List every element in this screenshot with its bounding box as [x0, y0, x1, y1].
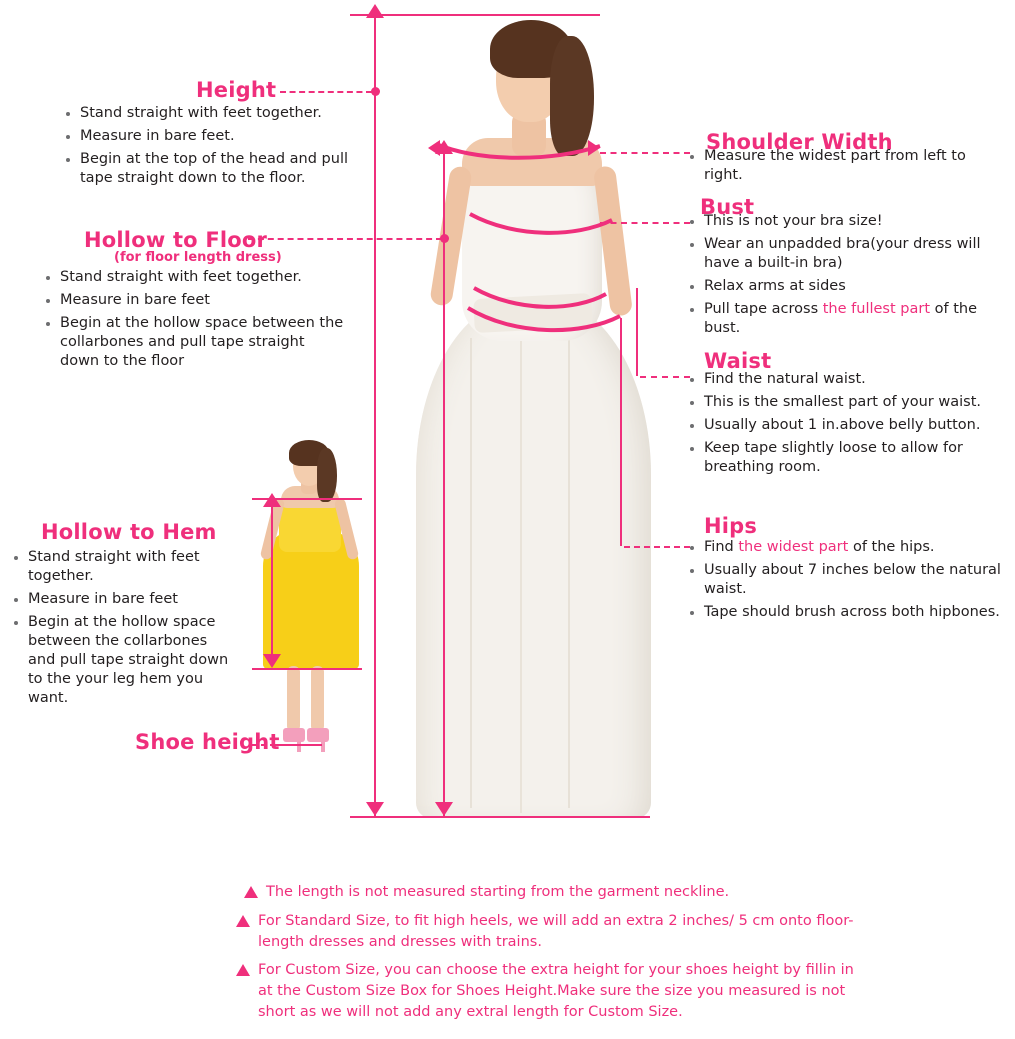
- hollow-to-hem-bullets: [12, 548, 237, 712]
- hips-highlight-text: the widest part: [738, 539, 849, 555]
- height-top-line: [350, 14, 600, 16]
- waist-dashed-connector: [640, 376, 690, 378]
- list-item: Begin at the hollow space between the collarbones and pull tape straight down to the your leg hem you want.: [12, 613, 237, 708]
- hips-pre-text: Find: [704, 539, 739, 555]
- bust-title: Bust: [700, 195, 755, 219]
- footer-note-text: For Standard Size, to fit high heels, we will add an extra 2 inches/ 5 cm onto floor-length dresses and dresses with trains.: [258, 913, 854, 950]
- warning-triangle-icon: [244, 886, 258, 898]
- hollow-to-floor-title: Hollow to Floor: [84, 228, 268, 252]
- footer-note-3: [236, 960, 856, 1023]
- hollow-to-hem-title: Hollow to Hem: [41, 520, 217, 544]
- list-item-bust-fullest: [688, 300, 1008, 338]
- list-item: Usually about 7 inches below the natural waist.: [688, 561, 1008, 599]
- height-bullets: [64, 104, 364, 192]
- height-axis-dot: [371, 87, 380, 96]
- hips-connector-vline: [620, 318, 622, 546]
- list-item: Measure in bare feet: [44, 291, 344, 310]
- list-item: Stand straight with feet together.: [64, 104, 364, 123]
- list-item-hips-widest: [688, 538, 1008, 557]
- list-item: This is not your bra size!: [688, 212, 1008, 231]
- footer-note-1: [244, 882, 964, 903]
- list-item: Usually about 1 in.above belly button.: [688, 416, 1008, 435]
- waist-bullets: [688, 370, 1008, 481]
- hips-dashed-connector: [624, 546, 690, 548]
- list-item: Keep tape slightly loose to allow for breathing room.: [688, 439, 1008, 477]
- bust-curve: [466, 208, 616, 242]
- hips-post-text: of the hips.: [848, 539, 935, 555]
- gown-skirt: [416, 298, 651, 818]
- shoulder-width-bullets: [688, 147, 1008, 189]
- shoulder-arrow-left: [428, 140, 440, 156]
- bust-bullets: [688, 212, 1008, 342]
- gown-pleat: [568, 338, 570, 808]
- shoulder-dashed-connector: [600, 152, 690, 154]
- floor-line: [350, 816, 650, 818]
- bust-dashed-connector: [600, 222, 690, 224]
- footer-note-text: The length is not measured starting from the garment neckline.: [266, 884, 730, 900]
- waist-title: Waist: [704, 349, 772, 373]
- hips-curve: [464, 302, 624, 340]
- short-model-leg-right: [311, 666, 324, 732]
- list-item: Measure in bare feet: [12, 590, 237, 609]
- hollow-to-floor-subtitle: (for floor length dress): [114, 250, 282, 265]
- list-item: Tape should brush across both hipbones.: [688, 603, 1008, 622]
- hips-title: Hips: [704, 514, 758, 538]
- shoe-left: [283, 728, 305, 742]
- hips-bullets: [688, 538, 1008, 626]
- list-item: Stand straight with feet together.: [44, 268, 344, 287]
- list-item: Wear an unpadded bra(your dress will have a built-in bra): [688, 235, 1008, 273]
- gown-pleat: [470, 338, 472, 808]
- height-arrow-down: [366, 802, 384, 816]
- short-model-leg-left: [287, 666, 300, 732]
- list-item: Find the natural waist.: [688, 370, 1008, 389]
- bust-post-text: of the bust.: [704, 301, 978, 336]
- height-arrow-up: [366, 4, 384, 18]
- hollow-to-hem-arrow-down: [263, 654, 281, 668]
- height-axis: [374, 14, 376, 816]
- hollow-to-hem-bottom-line: [252, 668, 362, 670]
- height-dashed-connector: [280, 91, 372, 93]
- hollow-to-floor-bullets: [44, 268, 344, 375]
- list-item: Measure in bare feet.: [64, 127, 364, 146]
- hollow-to-floor-dashed-connector: [248, 238, 442, 240]
- waist-connector-vline: [636, 288, 638, 376]
- shoulder-arrow-right: [588, 140, 600, 156]
- bust-highlight-text: the fullest part: [822, 301, 931, 317]
- shoulder-width-curve: [430, 136, 610, 166]
- list-item: Stand straight with feet together.: [12, 548, 237, 586]
- hollow-to-floor-axis: [443, 150, 445, 816]
- short-model-illustration: [245, 440, 375, 770]
- bust-pre-text: Pull tape across: [704, 301, 823, 317]
- footer-note-2: [236, 911, 856, 953]
- short-model-hair-side: [317, 448, 337, 502]
- list-item: This is the smallest part of your waist.: [688, 393, 1008, 412]
- warning-triangle-icon: [236, 915, 250, 927]
- list-item: Begin at the top of the head and pull tape straight down to the floor.: [64, 150, 364, 188]
- list-item: Relax arms at sides: [688, 277, 1008, 296]
- hollow-to-hem-arrow-up: [263, 493, 281, 507]
- shoe-height-title: Shoe height: [135, 730, 280, 754]
- hollow-to-floor-arrow-down: [435, 802, 453, 816]
- list-item: Measure the widest part from left to right.: [688, 147, 1008, 185]
- height-title: Height: [196, 78, 277, 102]
- list-item: Begin at the hollow space between the collarbones and pull tape straight down to the floor: [44, 314, 344, 371]
- gown-pleat: [520, 328, 522, 813]
- tall-model-illustration: [400, 8, 670, 818]
- warning-triangle-icon: [236, 964, 250, 976]
- hollow-to-hem-axis: [271, 503, 273, 663]
- footer-note-text: For Custom Size, you can choose the extra height for your shoes height by fillin in at the Custom Size Box for Shoes Height.Make sure the size you measured is not short as we will not add any extral length for Custom Size.: [258, 962, 854, 1020]
- shoulder-width-title: Shoulder Width: [706, 130, 893, 154]
- shoe-right: [307, 728, 329, 742]
